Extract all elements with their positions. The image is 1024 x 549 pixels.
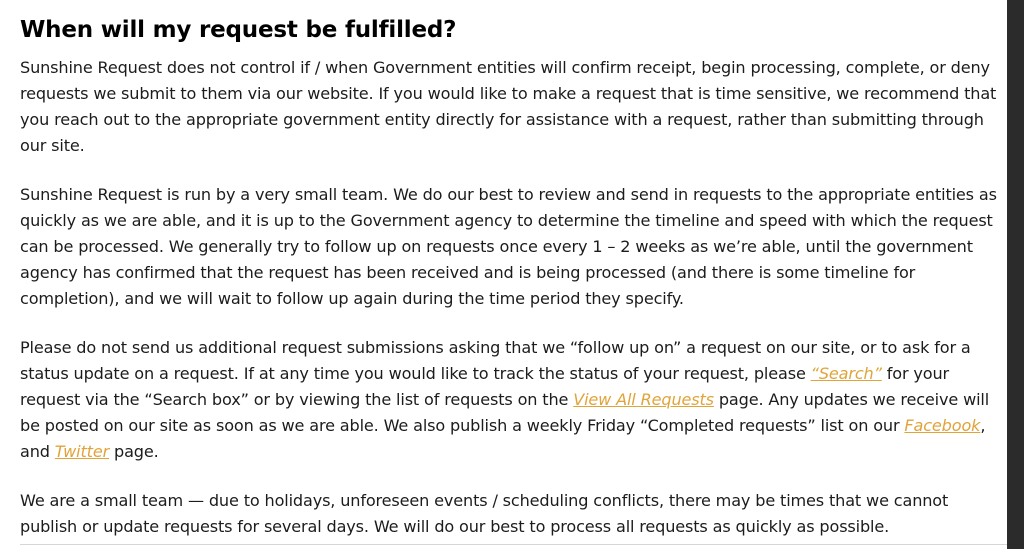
faq-heading: When will my request be fulfilled? bbox=[20, 17, 457, 43]
paragraph-holidays: We are a small team — due to holidays, unforeseen events / scheduling conflicts, there may be times that we cannot publish or update requests for several days. We will do our best to process all requests as quickly as possible. bbox=[20, 491, 949, 536]
paragraph-control-disclaimer: Sunshine Request does not control if / when Government entities will confirm receipt, begin processing, complete, or deny requests we submit to them via our website. If you would like to make a request that is time sensitive, we recommend that you reach out to the appropriate government entity directly for assistance with a request, rather than submitting through our site. bbox=[20, 58, 997, 155]
paragraph-small-team: Sunshine Request is run by a very small team. We do our best to review and send in requests to the appropriate entities as quickly as we are able, and it is up to the Government agency to determine the timeline and speed with which the request can be processed. We generally try to follow up on requests once every 1 – 2 weeks as we’re able, until the government agency has confirmed that the request has been received and is being processed (and there is some timeline for completion), and we will wait to follow up again during the time period they specify. bbox=[20, 185, 997, 308]
paragraph-text: Please do not send us additional request submissions asking that we “follow up on” a request on our site, or to ask for a status update on a request. If at any time you would like to track the status of your request, please bbox=[20, 338, 971, 383]
facebook-link[interactable]: Facebook bbox=[904, 416, 981, 435]
faq-section bbox=[20, 12, 1000, 549]
view-all-requests-link[interactable]: View All Requests bbox=[573, 390, 714, 409]
paragraph-follow-up bbox=[20, 335, 1000, 465]
paragraph-text: page. bbox=[109, 442, 159, 461]
twitter-link[interactable]: Twitter bbox=[54, 442, 110, 461]
paragraph-text: , and bbox=[20, 416, 986, 461]
paragraph-text: for your request via the “Search box” or by viewing the list of requests on the bbox=[20, 364, 949, 409]
section-divider bbox=[20, 544, 1007, 545]
paragraph-text: page. Any updates we receive will be posted on our site as soon as we are able. We also publish a weekly Friday “Completed requests” list on our bbox=[20, 390, 990, 435]
search-link[interactable]: “Search” bbox=[810, 364, 882, 383]
window-scroll-gutter bbox=[1007, 0, 1024, 549]
